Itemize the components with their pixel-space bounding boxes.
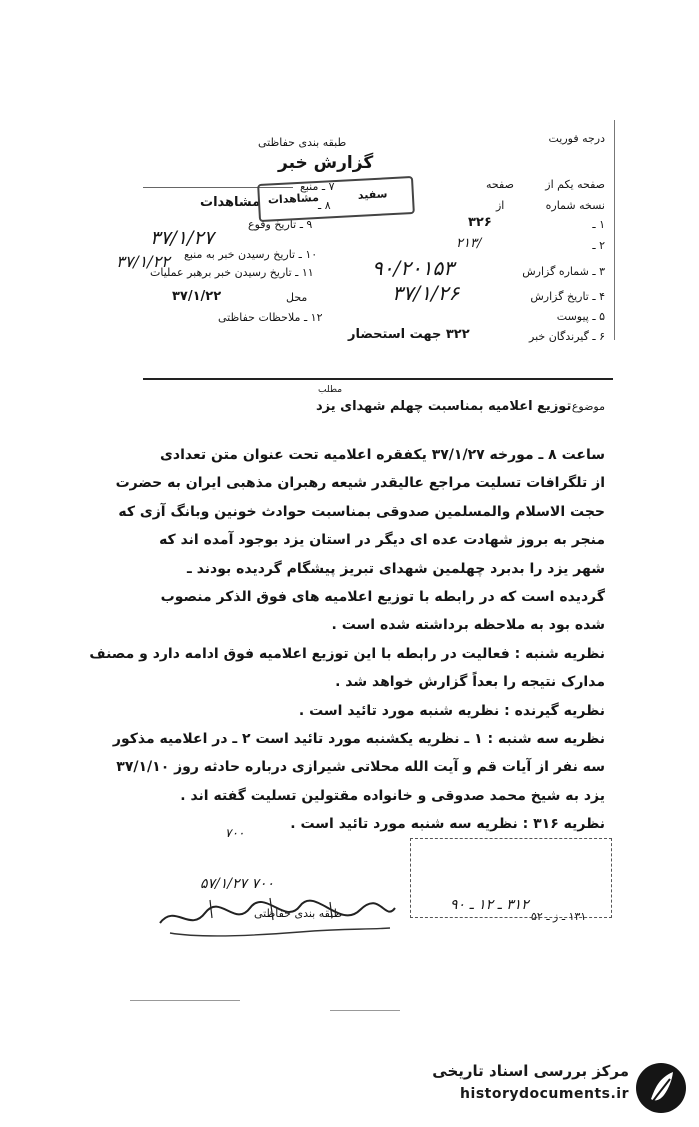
- body-line: ساعت ۸ ـ مورخه ۳۷/۱/۲۷ یکفقره اعلامیه تحت عنوان متن تعدادی: [160, 447, 605, 463]
- body-line: یزد به شیخ محمد صدوقی و خانواده مقتولین تسلیت گفته اند .: [180, 787, 605, 804]
- body-line: نظریه ۳۱۶ : نظریه سه شنبه مورد تائید است .: [290, 816, 605, 833]
- field-9-value: ۳۷/۱/۲۷: [150, 227, 214, 249]
- field-1-value: ۳۲۶: [468, 215, 492, 230]
- field-6-label: ۶ ـ گیرندگان خبر: [529, 330, 605, 343]
- field-4-label: ۴ ـ تاریخ گزارش: [530, 290, 605, 303]
- field-5-label: ۵ ـ پیوست: [556, 310, 605, 323]
- field-1-label: ۱ ـ: [592, 218, 605, 231]
- subject-margin-note: مطلب: [318, 385, 343, 395]
- body-line: سه نفر از آیات قم و آیت الله محلاتی شیرازی درباره حادثه روز ۳۷/۱/۱۰: [116, 759, 605, 776]
- copy-of-field: از: [496, 199, 505, 212]
- right-margin-line: [614, 120, 615, 340]
- reference-number: ۳۱۲ ـ ۱۲ ـ ۹۰: [450, 897, 529, 913]
- field-7-label: ۷ ـ منبع: [300, 180, 335, 193]
- field-8-label: ۸ ـ: [318, 199, 331, 212]
- scan-mark: [330, 1010, 400, 1011]
- handwritten-signature: [150, 888, 400, 948]
- body-margin-note: ۷۰۰: [225, 826, 245, 840]
- body-line: مدارک نتیجه را بعداً گزارش خواهد شد .: [335, 674, 605, 691]
- page-field: صفحه یکم از: [545, 178, 605, 191]
- body-line: حجت الاسلام والمسلمین صدوقی بمناسبت حوادث خونین وبانگ آزی که: [118, 503, 605, 520]
- copy-number-field: نسخه شماره: [545, 199, 605, 212]
- subject-label: موضوع: [571, 400, 605, 413]
- field-10-value: ۳۷/۱/۲۲: [116, 252, 170, 271]
- field-11-value: ۳۷/۱/۲۲: [172, 289, 222, 304]
- field-12-label: ۱۲ ـ ملاحظات حفاظتی: [218, 311, 323, 324]
- bottom-classification: طبقه بندی حفاظتی: [254, 907, 343, 920]
- body-line: گردیده است که در رابطه با توزیع اعلامیه های فوق الذکر منصوب: [160, 589, 605, 605]
- archive-footer: [408, 1062, 693, 1122]
- page-word: صفحه: [486, 178, 514, 191]
- body-line: نظریه گیرنده : نظریه شنبه مورد تائید است .: [298, 702, 605, 719]
- priority-label: درجه فوریت: [548, 132, 605, 145]
- field-3-label: ۳ ـ شماره گزارش: [522, 265, 605, 278]
- archive-website: historydocuments.ir: [460, 1086, 629, 1102]
- bottom-handwritten-note: ۷۰۰ ۵۷/۱/۲۷: [200, 876, 275, 892]
- report-title: گزارش خبر: [278, 153, 374, 173]
- body-line: از تلگرافات تسلیت مراجع عالیقدر شیعه رهبران مذهبی ایران به حضرت: [115, 475, 605, 492]
- field-3-value: ۹۰/۲۰۱۵۳: [372, 256, 454, 280]
- archive-name: مرکز بررسی اسناد تاریخی: [432, 1062, 629, 1080]
- field-2-value: /۲۱۳: [456, 236, 482, 251]
- archive-logo-icon: [633, 1060, 689, 1116]
- classification-top: طبقه بندی حفاظتی: [258, 136, 347, 149]
- field-8-value: مشاهدات: [200, 195, 261, 210]
- scan-mark: [130, 1000, 240, 1001]
- body-line: نظریه سه شنبه : ۱ ـ نظریه یکشنبه مورد تائید است ۲ ـ در اعلامیه مذکور: [112, 731, 605, 747]
- body-line: نظریه شنبه : فعالیت در رابطه با این توزیع اعلامیه فوق ادامه دارد و مصنف: [89, 645, 605, 662]
- stamp-text-1: مشاهدات: [267, 190, 320, 207]
- field-9-label: ۹ ـ تاریخ وقوع: [248, 218, 313, 231]
- stamp-text-2: سفید: [357, 187, 388, 202]
- body-line: منجر به بروز شهادت عده ای دیگر در استان یزد بوجود آمده اند که: [159, 532, 605, 549]
- received-stamp: [257, 176, 415, 222]
- field-11-place: محل: [286, 291, 308, 304]
- body-line: شده بود به ملاحظه برداشته شده است .: [331, 617, 605, 634]
- reference-code: ۱۳۱ ـ ز ـ ۵۲: [531, 910, 587, 923]
- field-2-label: ۲ ـ: [592, 239, 605, 252]
- header-divider: [143, 378, 613, 380]
- field-4-value: ۳۷/۱/۲۶: [392, 281, 460, 305]
- body-line: شهر یزد را بدبرد چهلمین شهدای تبریز پیشگام گردیده بودند ـ: [187, 560, 605, 577]
- field-11-label: ۱۱ ـ تاریخ رسیدن خبر برهبر عملیات: [150, 266, 314, 279]
- field-6-value: ۳۲۲ جهت استحضار: [348, 327, 470, 342]
- subject-text: توزیع اعلامیه بمناسبت چهلم شهدای یزد: [316, 399, 572, 414]
- field-10-label: ۱۰ ـ تاریخ رسیدن خبر به منبع: [184, 248, 318, 261]
